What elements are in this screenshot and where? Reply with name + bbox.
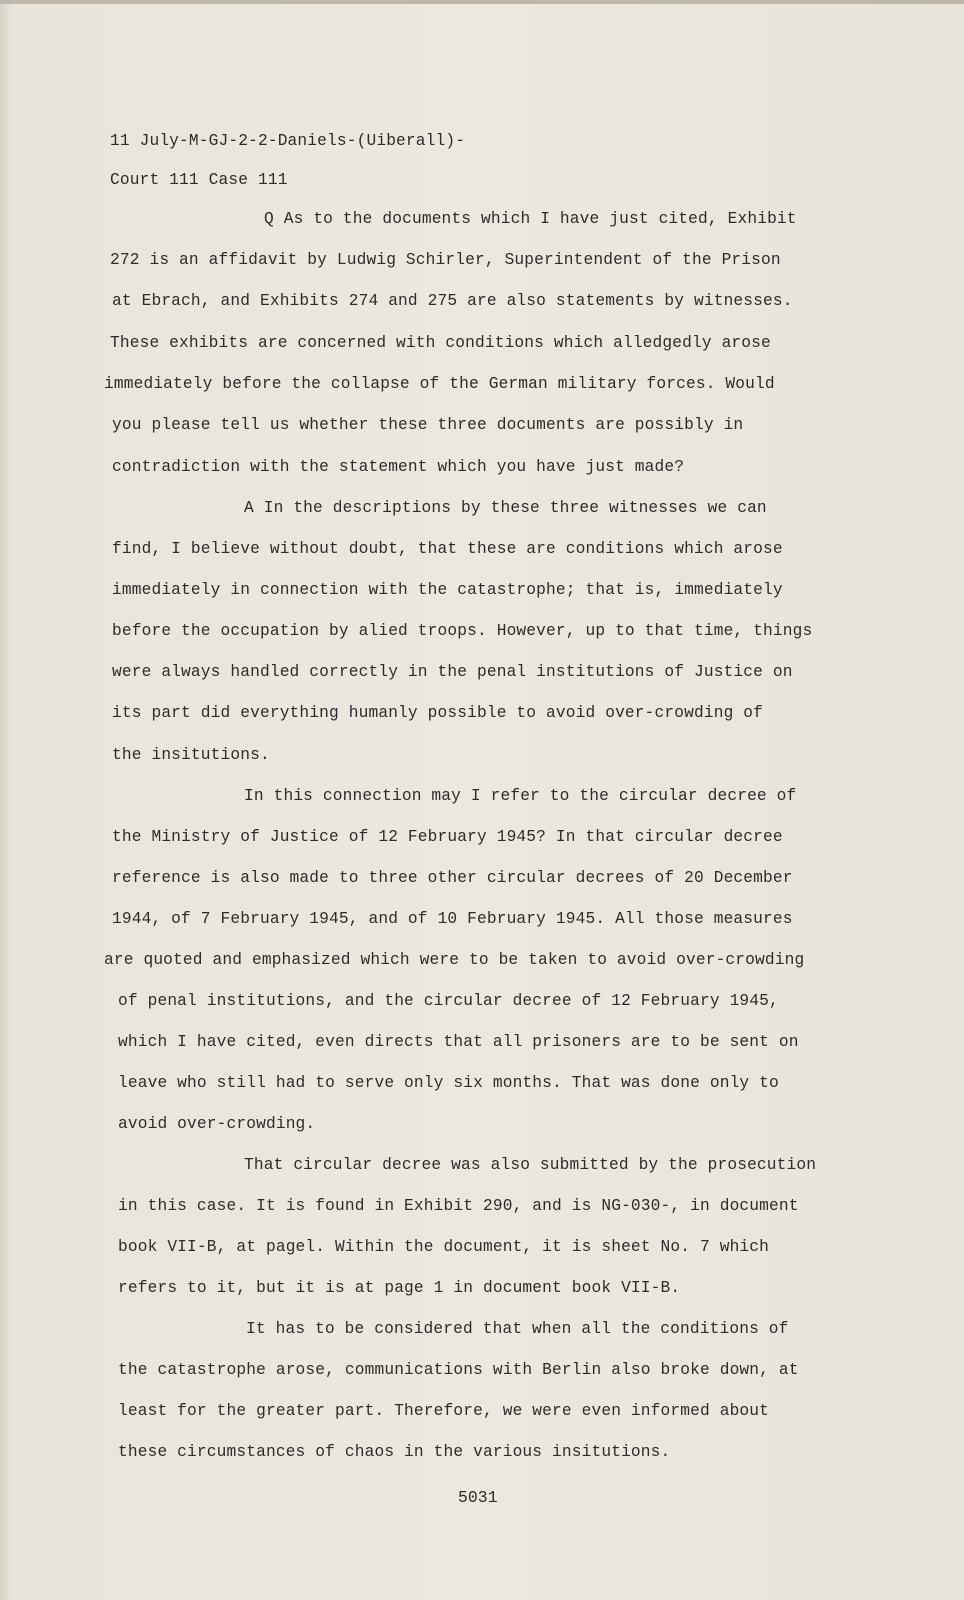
body-line: the insitutions. (112, 746, 270, 764)
body-line: of penal institutions, and the circular decree of 12 February 1945, (118, 992, 779, 1010)
body-line: were always handled correctly in the penal institutions of Justice on (112, 663, 793, 681)
body-line: contradiction with the statement which you have just made? (112, 458, 685, 476)
body-line: immediately before the collapse of the German military forces. Would (104, 375, 775, 393)
body-line: at Ebrach, and Exhibits 274 and 275 are also statements by witnesses. (112, 292, 793, 310)
body-line: are quoted and emphasized which were to be taken to avoid over-crowding (104, 951, 805, 969)
page-number: 5031 (458, 1488, 498, 1507)
body-line: before the occupation by alied troops. However, up to that time, things (112, 622, 813, 640)
body-line: leave who still had to serve only six months. That was done only to (118, 1074, 779, 1092)
body-line: these circumstances of chaos in the various insitutions. (118, 1443, 671, 1461)
body-line: avoid over-crowding. (118, 1115, 316, 1133)
body-line: you please tell us whether these three documents are possibly in (112, 416, 744, 434)
body-line: reference is also made to three other circular decrees of 20 December (112, 869, 793, 887)
body-line: the catastrophe arose, communications with Berlin also broke down, at (118, 1361, 799, 1379)
body-line: Q As to the documents which I have just cited, Exhibit (264, 210, 797, 228)
body-line: least for the greater part. Therefore, we were even informed about (118, 1402, 770, 1420)
header-line-1: 11 July-M-GJ-2-2-Daniels-(Uiberall)- (110, 132, 466, 150)
body-line: its part did everything humanly possible to avoid over-crowding of (112, 704, 764, 722)
body-line: 272 is an affidavit by Ludwig Schirler, Superintendent of the Prison (110, 251, 781, 269)
body-line: book VII-B, at pagel. Within the document, it is sheet No. 7 which (118, 1238, 770, 1256)
body-line: That circular decree was also submitted by the prosecution (244, 1156, 817, 1174)
header-line-2: Court 111 Case 111 (110, 171, 288, 189)
body-line: It has to be considered that when all the conditions of (246, 1320, 789, 1338)
body-line: immediately in connection with the catastrophe; that is, immediately (112, 581, 783, 599)
page-top-edge (0, 0, 964, 4)
body-line: These exhibits are concerned with conditions which alledgedly arose (110, 334, 771, 352)
body-line: in this case. It is found in Exhibit 290, and is NG-030-, in document (118, 1197, 799, 1215)
body-line: find, I believe without doubt, that these are conditions which arose (112, 540, 783, 558)
body-line: refers to it, but it is at page 1 in document book VII-B. (118, 1279, 681, 1297)
body-line: A In the descriptions by these three witnesses we can (244, 499, 767, 517)
body-line: the Ministry of Justice of 12 February 1945? In that circular decree (112, 828, 783, 846)
body-line: which I have cited, even directs that all prisoners are to be sent on (118, 1033, 799, 1051)
body-line: 1944, of 7 February 1945, and of 10 February 1945. All those measures (112, 910, 793, 928)
body-line: In this connection may I refer to the circular decree of (244, 787, 797, 805)
